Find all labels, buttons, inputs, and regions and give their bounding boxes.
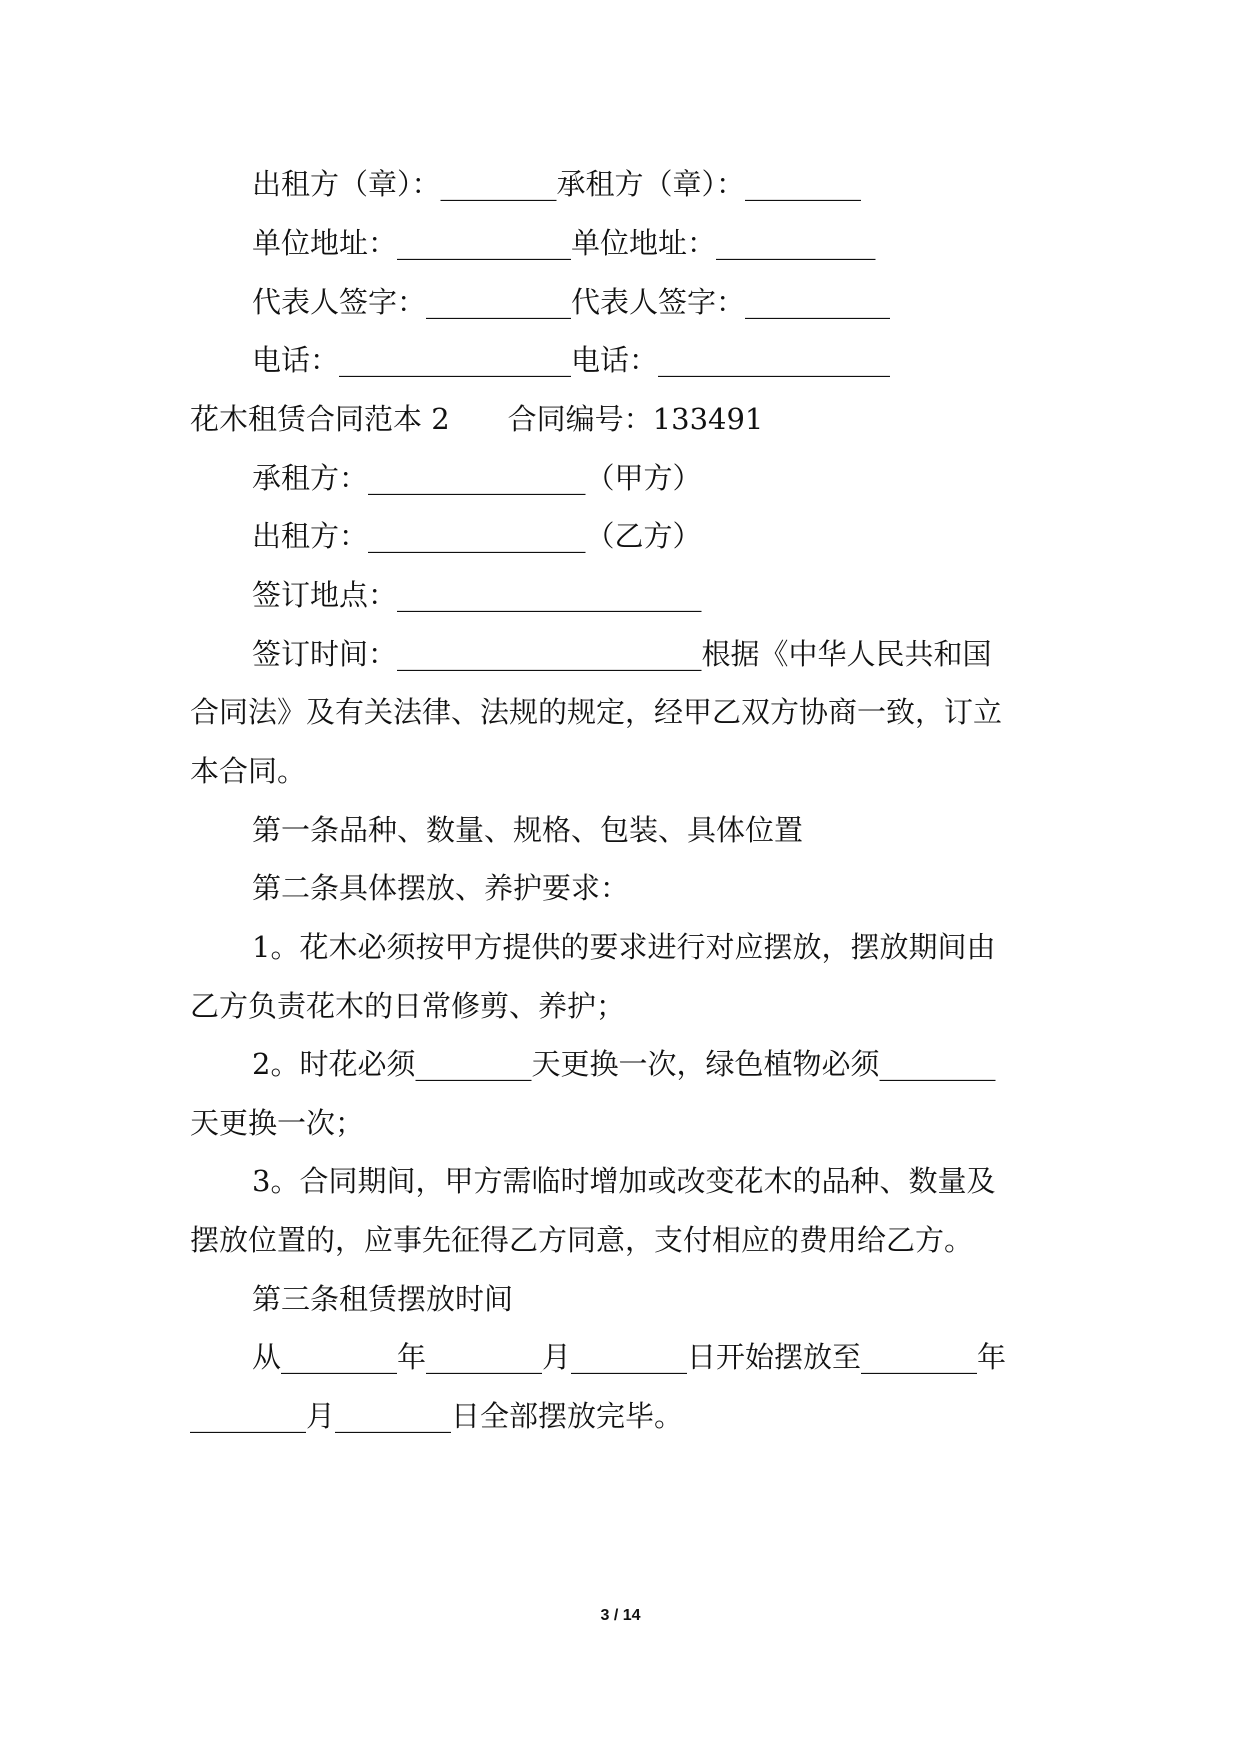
clause-3-time-line-1: 从________年________月________日开始摆放至________年 <box>252 1340 1007 1374</box>
clause-2-heading: 第二条具体摆放、养护要求： <box>252 871 630 905</box>
text-line-unit-address: 单位地址：____________单位地址：___________ <box>252 226 876 260</box>
section-title-contract-sample-2: 花木租赁合同范本 2 合同编号：133491 <box>190 402 764 436</box>
text-line-phone: 电话：________________电话：________________ <box>252 343 891 377</box>
clause-2-item-2-line-1: 2。时花必须________天更换一次，绿色植物必须________ <box>252 1047 996 1081</box>
clause-2-item-3-line-1: 3。合同期间，甲方需临时增加或改变花木的品种、数量及 <box>252 1164 996 1198</box>
clause-3-heading: 第三条租赁摆放时间 <box>252 1282 514 1316</box>
text-line-signing-place: 签订地点：_____________________ <box>252 578 702 612</box>
text-line-this-contract: 本合同。 <box>190 754 307 788</box>
text-line-lessee: 承租方：_______________（甲方） <box>252 461 702 495</box>
text-line-contract-law: 合同法》及有关法律、法规的规定，经甲乙双方协商一致，订立 <box>190 695 1003 729</box>
text-line-signing-time: 签订时间：_____________________根据《中华人民共和国 <box>252 637 992 671</box>
clause-2-item-1-line-2: 乙方负责花木的日常修剪、养护； <box>190 989 626 1023</box>
page-number: 3 / 14 <box>600 1607 641 1624</box>
clause-3-time-line-2: ________月________日全部摆放完毕。 <box>190 1399 684 1433</box>
clause-2-item-2-line-2: 天更换一次； <box>190 1106 365 1140</box>
text-line-lessor-seal: 出租方（章）：________承租方（章）：________ <box>252 167 862 201</box>
text-line-lessor: 出租方：_______________（乙方） <box>252 519 702 553</box>
clause-1-heading: 第一条品种、数量、规格、包装、具体位置 <box>252 813 804 847</box>
clause-2-item-3-line-2: 摆放位置的，应事先征得乙方同意，支付相应的费用给乙方。 <box>190 1223 974 1257</box>
clause-2-item-1-line-1: 1。花木必须按甲方提供的要求进行对应摆放，摆放期间由 <box>252 930 996 964</box>
text-line-representative-signature: 代表人签字：__________代表人签字：__________ <box>252 285 891 319</box>
